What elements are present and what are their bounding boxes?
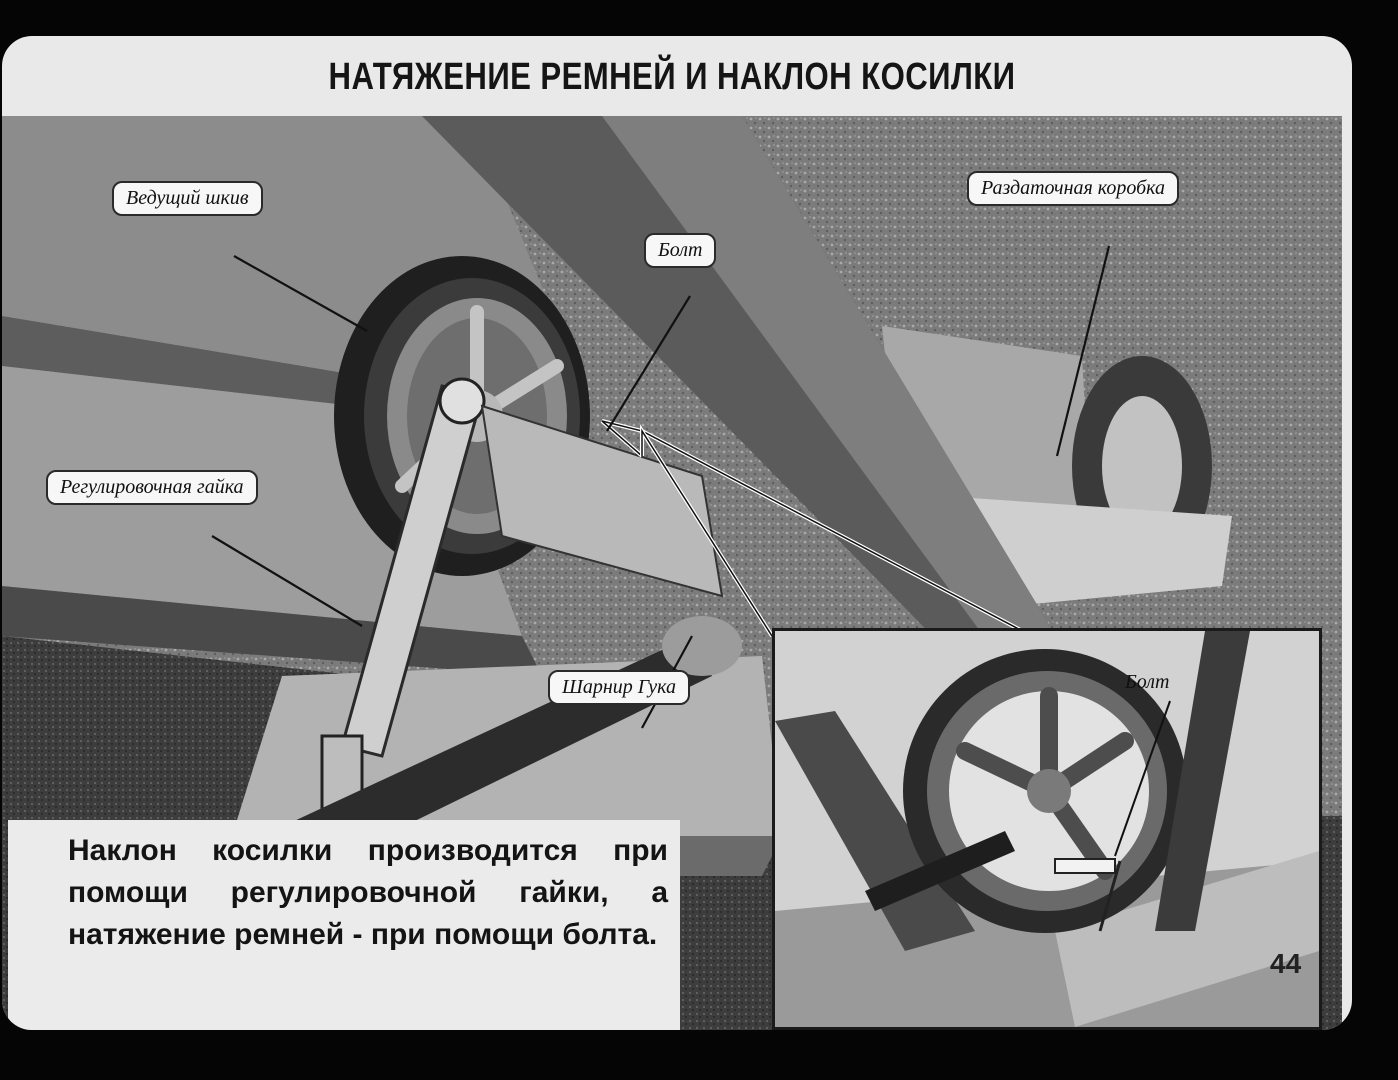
slide-title: НАТЯЖЕНИЕ РЕМНЕЙ И НАКЛОН КОСИЛКИ [328,56,1016,98]
inset-photo-drawing [775,631,1319,1027]
caption-text: Наклон косилки производится при помощи регулировочной гайки, а натяжение ремней - при помощи болта. [68,834,668,951]
slide-frame [2,36,1352,1030]
label-bolt-main: Болт [644,233,716,268]
label-hooke-joint: Шарнир Гука [548,670,690,705]
label-drive-pulley: Ведущий шкив [112,181,263,216]
label-bolt-inset: Болт [1125,671,1170,693]
label-adjusting-nut: Регулировочная гайка [46,470,258,505]
page-number: 44 [1270,948,1302,979]
inset-photo [772,628,1322,1030]
caption-box [8,820,680,1030]
label-transfer-box: Раздаточная коробка [967,171,1179,206]
